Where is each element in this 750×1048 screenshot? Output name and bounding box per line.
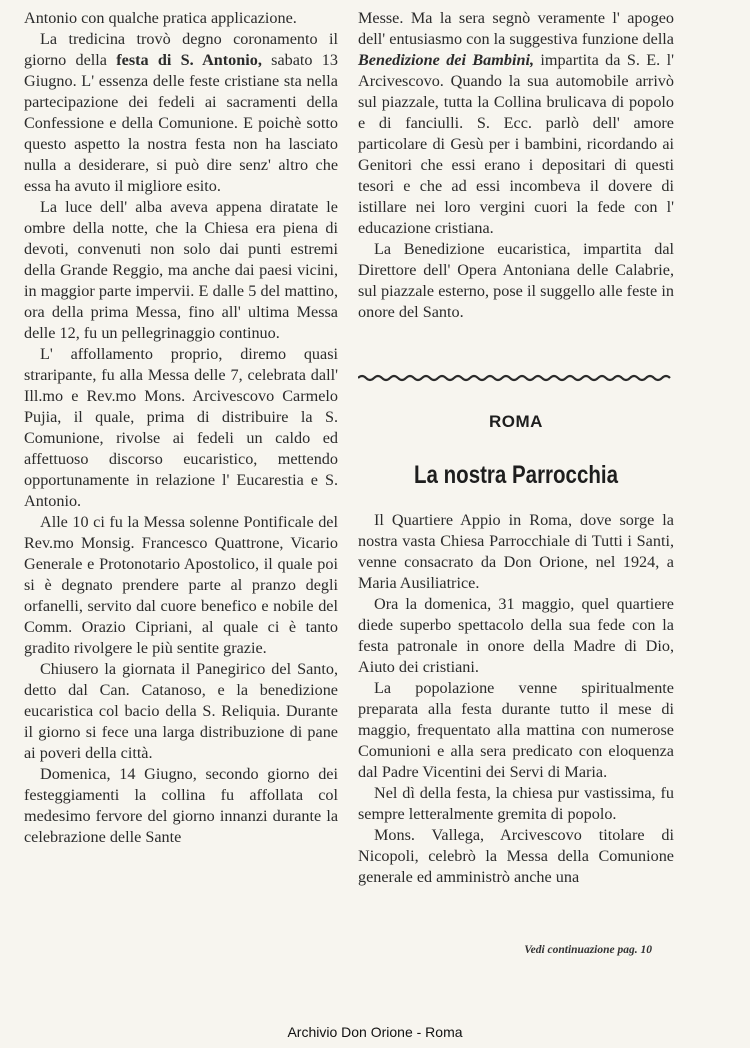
paragraph: Alle 10 ci fu la Messa solenne Pontificale del Rev.mo Monsig. Francesco Quattrone, Vicario Generale e Protonotario Apostolico, il quale poi si è degnato prendere parte al pranzo degli orfanelli, servito dal cuore benefico e nobile del Comm. Orazio Cipriani, al quale ci è tanto gradito rivolgere le più sentite grazie. [24, 513, 338, 657]
left-column [24, 8, 338, 848]
archive-footer: Archivio Don Orione - Roma [287, 1024, 463, 1040]
continuation-note: Vedi continuazione pag. 10 [524, 944, 652, 956]
text-run: impartita da S. E. l' Arcivescovo. Quando la sua automobile arrivò sul piazzale, tutta la Collina brulicava di popolo e di fanciulli. S. Ecc. parlò dell' amore particolare di Gesù per i bambini, ricordando ai Genitori che essi erano i depositari di questi tesori e che ad essi incombeva il dovere di istillare nei loro vergini cuori la fede con l' educazione cristiana. [358, 51, 674, 237]
paragraph: Mons. Vallega, Arcivescovo titolare di Nicopoli, celebrò la Messa della Comunione generale ed amministrò anche una [358, 826, 674, 886]
text-run: Messe. Ma la sera segnò veramente l' apogeo dell' entusiasmo con la suggestiva funzione della [358, 9, 674, 48]
section-city: ROMA [489, 412, 543, 431]
paragraph: Antonio con qualche pratica applicazione. [24, 9, 297, 27]
paragraph: L' affollamento proprio, diremo quasi straripante, fu alla Messa delle 7, celebrata dall' Ill.mo e Rev.mo Mons. Arcivescovo Carmelo Pujia, il quale, prima di distribuire la S. Comunione, rivolse ai fedeli un caldo ed affettuoso discorso eucaristico, mettendo opportunamente in relazione l' Eucarestia e S. Antonio. [24, 345, 338, 510]
paragraph: Il Quartiere Appio in Roma, dove sorge la nostra vasta Chiesa Parrocchiale di Tutti i Santi, venne consacrato da Don Orione, nel 1924, a Maria Ausiliatrice. [358, 511, 674, 592]
paragraph: La Benedizione eucaristica, impartita dal Direttore dell' Opera Antoniana delle Calabrie, sul piazzale esterno, pose il suggello alle feste in onore del Santo. [358, 240, 674, 321]
paragraph: La popolazione venne spiritualmente preparata alla festa durante tutto il mese di maggio, frequentato alla mattina con numerose Comunioni e alla sera predicato con eloquenza dal Padre Vicentini dei Servi di Maria. [358, 679, 674, 781]
italic-text: Benedizione dei Bambini, [358, 51, 534, 69]
article-title: La nostra Parrocchia [414, 461, 618, 489]
paragraph [358, 8, 674, 239]
paragraph: La luce dell' alba aveva appena diratate le ombre della notte, che la Chiesa era piena di devoti, convenuti non solo dai punti estremi della Grande Reggio, ma anche dai paesi vicini, in maggior parte impervii. E dalle 5 del mattino, ora della prima Messa, fino all' ultima Messa delle 12, fu un pellegrinaggio continuo. [24, 198, 338, 342]
text-run: La tredicina trovò degno coronamento il giorno della [24, 30, 338, 69]
ornamental-divider [358, 372, 674, 384]
right-column-top [358, 8, 674, 323]
paragraph: Ora la domenica, 31 maggio, quel quartiere diede superbo spettacolo della sua fede con la festa patronale in onore della Madre di Dio, Aiuto dei cristiani. [358, 595, 674, 676]
text-run: sabato 13 Giugno. L' essenza delle feste cristiane sta nella partecipazione dei fedeli ai sacramenti della Confessione e della Comunione. E poichè sotto questo aspetto la nostra festa non ha lasciato nulla a desiderare, si può dire senz' altro che essa ha avuto il migliore esito. [24, 51, 338, 195]
paragraph: Chiusero la giornata il Panegirico del Santo, detto dal Can. Catanoso, e la benedizione eucaristica col bacio della S. Reliquia. Durante il giorno si fece una larga distribuzione di pane ai poveri della città. [24, 660, 338, 762]
paragraph [24, 29, 338, 197]
right-column-article [358, 510, 674, 888]
paragraph: Nel dì della festa, la chiesa pur vastissima, fu sempre letteralmente gremita di popolo. [358, 784, 674, 823]
paragraph: Domenica, 14 Giugno, secondo giorno dei festeggiamenti la collina fu affollata col medesimo fervore del giorno innanzi durante la celebrazione delle Sante [24, 765, 338, 846]
bold-text: festa di S. Antonio, [116, 51, 262, 69]
